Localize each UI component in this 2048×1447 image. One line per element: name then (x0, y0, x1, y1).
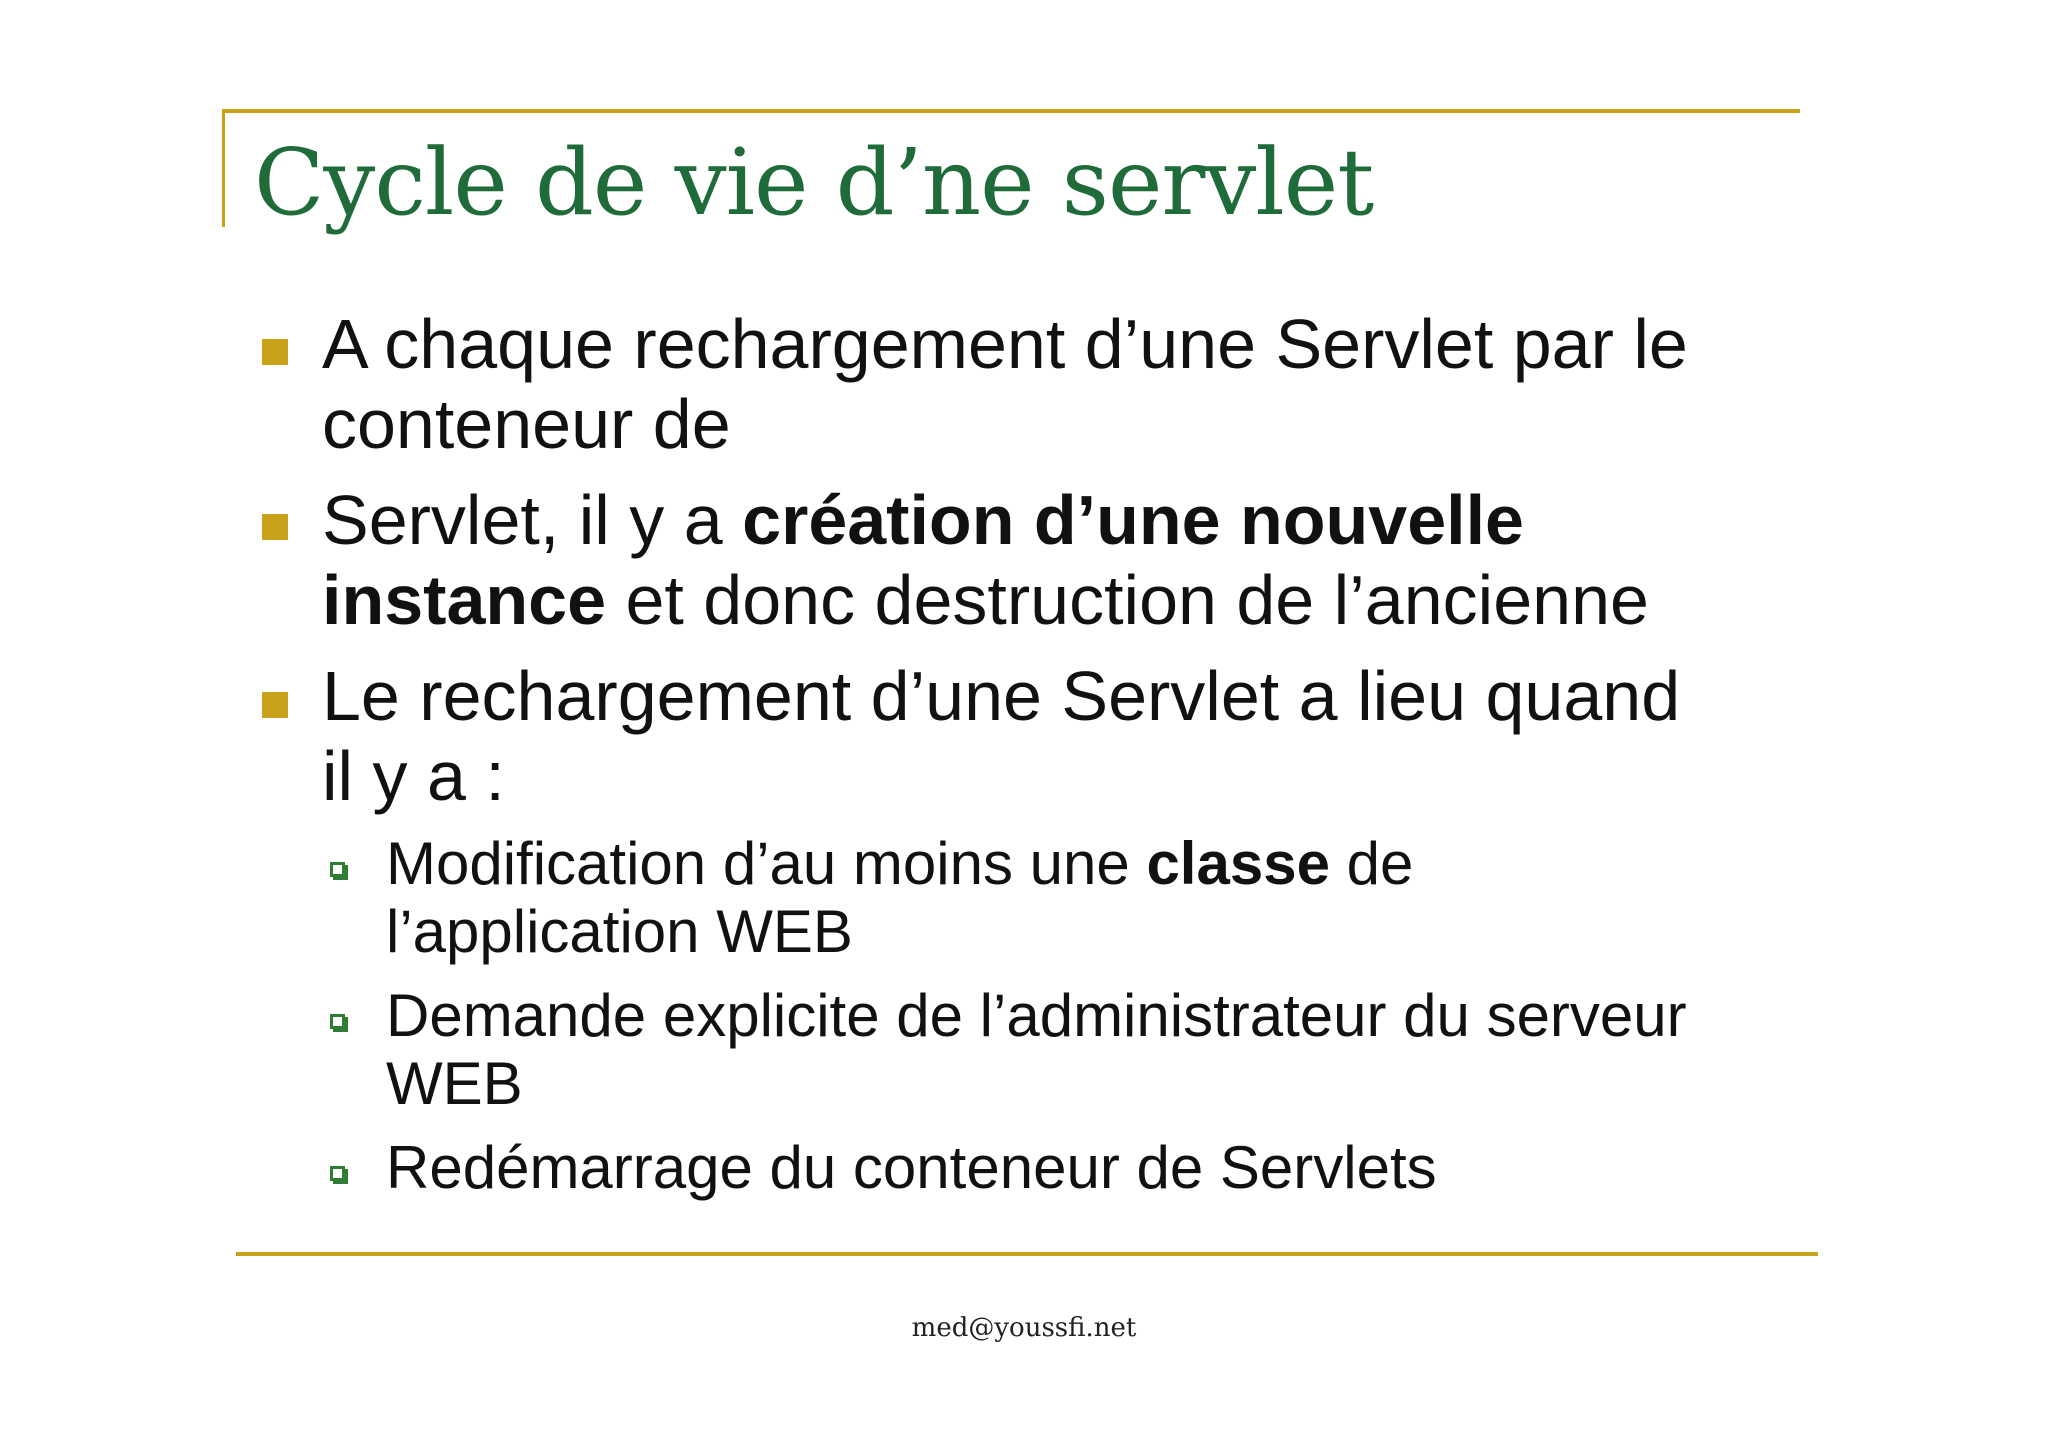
bullet-2-text-plain: Servlet, il y a (322, 481, 743, 559)
footer-email: med@youssfi.net (911, 1313, 1137, 1343)
bullet-2-line-1 (322, 480, 1524, 560)
sub-bullet-2-line-2: WEB (386, 1050, 523, 1117)
bullet-3-line-1: Le rechargement d’une Servlet a lieu quand (322, 657, 1681, 735)
hollow-square-bullet-icon (330, 1166, 345, 1181)
bullet-2-line-2 (322, 560, 1649, 640)
bullet-3-line-2: il y a : (322, 737, 505, 815)
square-bullet-icon (262, 514, 288, 540)
bullet-1-line-1: A chaque rechargement d’une Servlet par le (322, 305, 1688, 383)
sub-bullet-1-text-bold: classe (1146, 830, 1330, 897)
sub-bullet-1-text-plain-2: de (1329, 830, 1414, 897)
sub-bullet-2-line-1: Demande explicite de l’administrateur du serveur (386, 982, 1687, 1049)
hollow-square-bullet-icon (330, 1014, 345, 1029)
sub-bullet-1-line-2: l’application WEB (386, 898, 853, 965)
bullet-2-text-plain-2: et donc destruction de l’ancienne (606, 561, 1649, 639)
bottom-rule (236, 1252, 1818, 1256)
square-bullet-icon (262, 692, 288, 718)
bullet-2-text-bold: création d’une nouvelle (742, 481, 1524, 559)
bullet-1-line-2: conteneur de (322, 385, 731, 463)
sub-bullet-1-text-plain: Modification d’au moins une (386, 830, 1147, 897)
hollow-square-bullet-icon (330, 862, 345, 877)
bullet-2-text-bold-2: instance (322, 561, 606, 639)
sub-bullet-1-line-1 (386, 830, 1413, 898)
sub-bullet-3-line-1: Redémarrage du conteneur de Servlets (386, 1134, 1437, 1201)
slide-title: Cycle de vie d’ne servlet (254, 129, 1374, 236)
square-bullet-icon (262, 339, 288, 365)
